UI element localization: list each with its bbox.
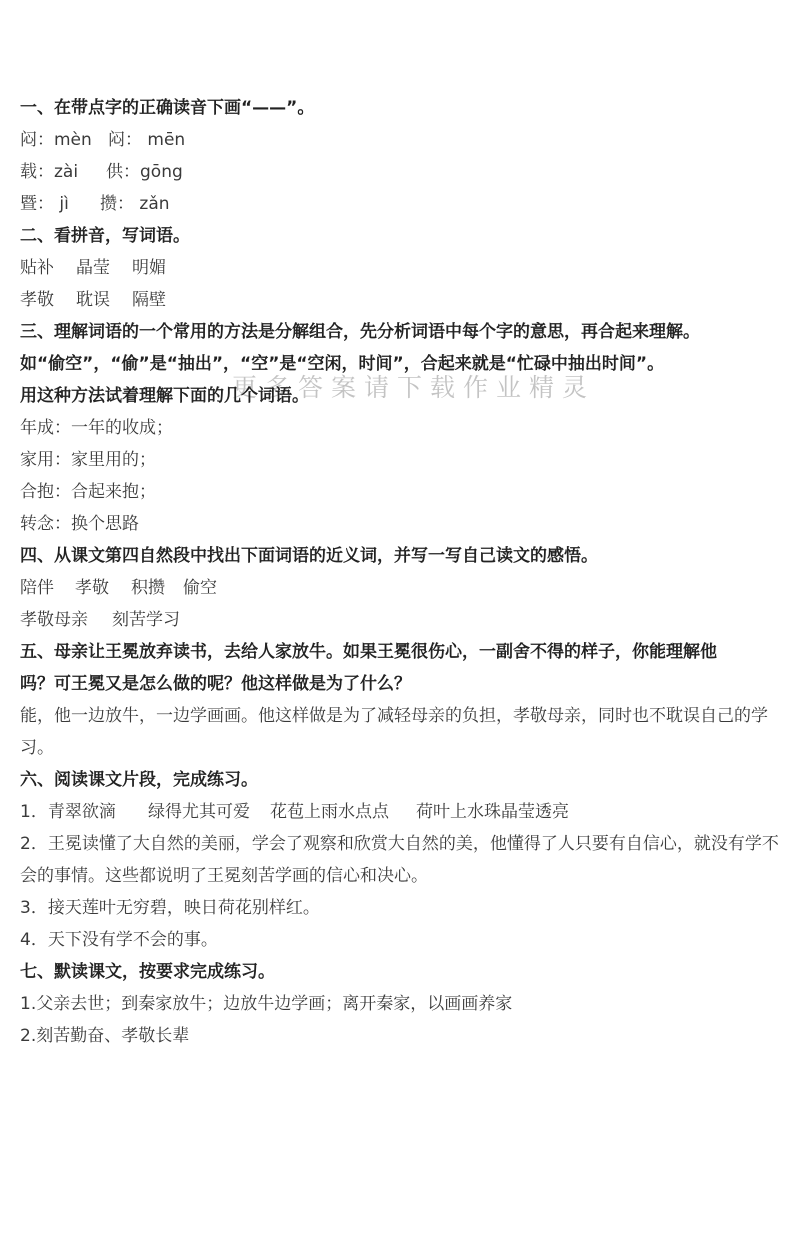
answer-4: 4．天下没有学不会的事。 xyxy=(20,930,218,950)
section-4-title: 四、从课文第四自然段中找出下面词语的近义词，并写一写自己读文的感悟。 xyxy=(20,546,598,566)
section-3-instruction: 用这种方法试着理解下面的几个词语。 xyxy=(20,386,309,406)
section-2-title: 二、看拼音，写词语。 xyxy=(20,226,190,246)
definition-item: 转念：换个思路 xyxy=(20,514,139,534)
synonym: 偷空 xyxy=(183,578,217,598)
pinyin-row xyxy=(20,188,782,220)
word: 耽误 xyxy=(76,290,110,310)
pinyin-answer: 闷：mèn xyxy=(20,130,92,150)
word-row xyxy=(20,284,782,316)
word-row xyxy=(20,252,782,284)
answer-1 xyxy=(20,796,782,828)
answer-2: 2.刻苦勤奋、孝敬长辈 xyxy=(20,1026,190,1046)
pinyin-row xyxy=(20,124,782,156)
section-3-title: 三、理解词语的一个常用的方法是分解组合，先分析词语中每个字的意思，再合起来理解。 xyxy=(20,322,700,342)
section-7-title: 七、默读课文，按要求完成练习。 xyxy=(20,962,275,982)
synonym: 孝敬 xyxy=(75,578,109,598)
answer-phrase: 1．青翠欲滴 xyxy=(20,802,116,822)
answer-1: 1.父亲去世；到秦家放牛；边放牛边学画；离开秦家，以画画养家 xyxy=(20,994,513,1014)
pinyin-answer: 攒： zǎn xyxy=(100,194,170,214)
synonym: 孝敬母亲 xyxy=(20,610,88,630)
synonym: 刻苦学习 xyxy=(112,610,180,630)
pinyin-answer: 暨： jì xyxy=(20,194,69,214)
synonym: 陪伴 xyxy=(20,578,54,598)
word: 孝敬 xyxy=(20,290,54,310)
answer-phrase: 绿得尤其可爱 xyxy=(148,802,250,822)
word: 晶莹 xyxy=(76,258,110,278)
section-3-example: 如“偷空”，“偷”是“抽出”，“空”是“空闲，时间”，合起来就是“忙碌中抽出时间”。 xyxy=(20,354,665,374)
pinyin-answer: 闷： mēn xyxy=(108,130,186,150)
definition-item: 家用：家里用的； xyxy=(20,450,156,470)
pinyin-answer: 供：gōng xyxy=(106,162,183,182)
pinyin-row xyxy=(20,156,782,188)
answer-phrase: 荷叶上水珠晶莹透亮 xyxy=(416,802,569,822)
answer-2: 2．王冕读懂了大自然的美丽，学会了观察和欣赏大自然的美，他懂得了人只要有自信心，就没有学不会的事情。这些都说明了王冕刻苦学画的信心和决心。 xyxy=(20,834,779,886)
word: 明媚 xyxy=(132,258,166,278)
section-5-title: 五、母亲让王冕放弃读书，去给人家放牛。如果王冕很伤心，一副舍不得的样子，你能理解他 xyxy=(20,642,717,662)
definition-item: 年成：一年的收成； xyxy=(20,418,173,438)
section-5-title-cont: 吗？可王冕又是怎么做的呢？他这样做是为了什么？ xyxy=(20,674,411,694)
synonym-row xyxy=(20,604,782,636)
section-5-answer: 能，他一边放牛，一边学画画。他这样做是为了减轻母亲的负担，孝敬母亲，同时也不耽误自己的学习。 xyxy=(20,706,768,758)
word: 隔壁 xyxy=(132,290,166,310)
definition-item: 合抱：合起来抱； xyxy=(20,482,156,502)
section-1-title: 一、在带点字的正确读音下画“——”。 xyxy=(20,98,315,118)
answer-3: 3．接天莲叶无穷碧，映日荷花别样红。 xyxy=(20,898,320,918)
section-6-title: 六、阅读课文片段，完成练习。 xyxy=(20,770,258,790)
synonym: 积攒 xyxy=(131,578,165,598)
answer-document xyxy=(20,92,782,1052)
synonym-row xyxy=(20,572,782,604)
answer-phrase: 花苞上雨水点点 xyxy=(270,802,389,822)
pinyin-answer: 载：zài xyxy=(20,162,79,182)
watermark: 更多答案请下载作业精灵 xyxy=(232,373,596,402)
word: 贴补 xyxy=(20,258,54,278)
